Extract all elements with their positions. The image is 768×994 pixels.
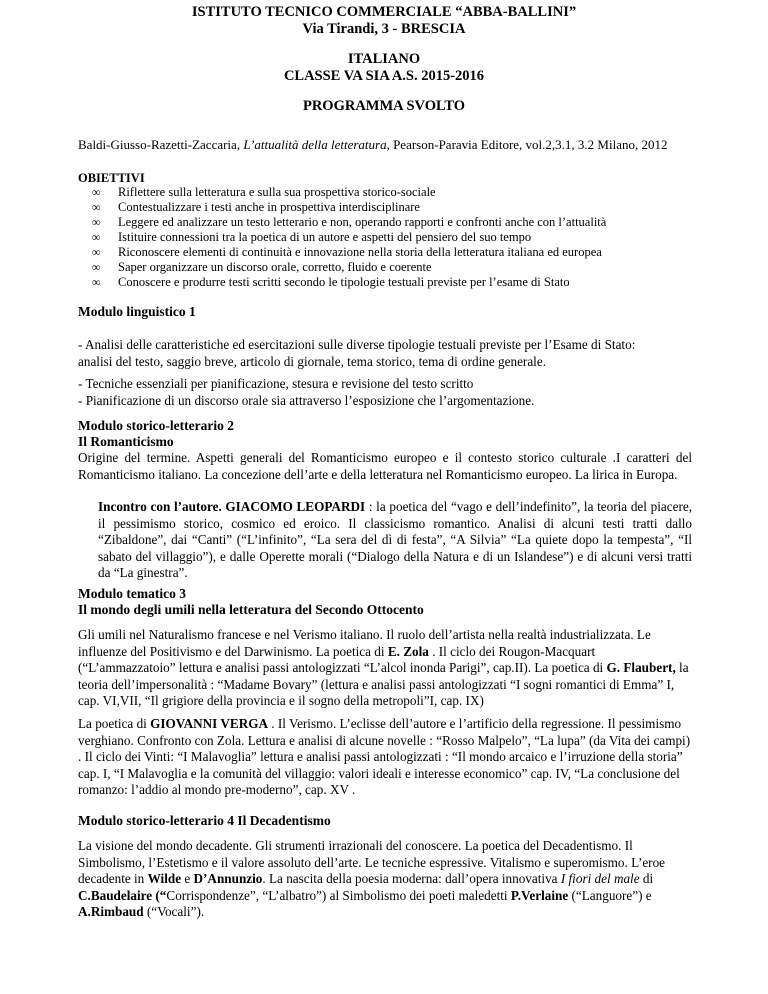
infinity-bullet-icon: ∞ <box>92 275 101 289</box>
modulo2-incontro: Incontro con l’autore. GIACOMO LEOPARDI : la poetica del “vago e dell’indefinito”, la teoria del piacere, il pessimismo storico, cosmico ed eroico. Il classicismo romantico. Analisi di alcuni testi tratti dallo “Zibaldone”, dai “Canti” (“L’infinito”, “La sera del dì di festa”, “A Silvia” “La quiete dopo la tempesta”, “Il sabato del villaggio”), e dalle Operette morali (“Dialogo della Natura e di un Islandese”) e di alcuni versi tratti da “La ginestra”. <box>98 499 692 580</box>
infinity-bullet-icon: ∞ <box>92 185 101 199</box>
modulo3-title: Modulo tematico 3 <box>78 586 186 601</box>
school-name: ISTITUTO TECNICO COMMERCIALE “ABBA-BALLINI” <box>191 4 577 20</box>
objectives-list <box>92 185 692 290</box>
ref-publisher: Pearson-Paravia Editore, vol.2,3.1, 3.2 Milano, 2012 <box>389 137 668 152</box>
infinity-bullet-icon: ∞ <box>92 245 101 259</box>
programma-title: PROGRAMMA SVOLTO <box>302 98 466 114</box>
leopardi-heading: Incontro con l’autore. GIACOMO LEOPARDI <box>98 499 366 514</box>
infinity-bullet-icon: ∞ <box>92 260 101 274</box>
modulo3-para2: La poetica di GIOVANNI VERGA . Il Verismo. L’eclisse dell’autore e l’artificio della regressione. Il pessimismo verghiano. Confronto con Zola. Lettura e analisi di alcune novelle : “Rosso Malpelo”, “La lupa” (da Vita dei campi) . Il ciclo dei Vinti: “I Malavoglia” lettura e analisi passi antologizzati : “Il mondo arcaico e l’irruzione della storia” cap. I, “I Malavoglia e la comunità del villaggio: valori ideali e interesse economico” cap. IV, “La conclusione del romanzo: l’addio al mondo pre-moderno”, cap. XV . <box>78 716 691 797</box>
modulo2-intro: Origine del termine. Aspetti generali del Romanticismo europeo e il contesto storico culturale .I caratteri del Romanticismo italiano. La concezione dell’arte e della letteratura nel Romanticismo europeo. La lirica in Europa. <box>78 450 692 482</box>
ref-authors: Baldi-Giusso-Razetti-Zaccaria, <box>78 137 244 152</box>
objective-item: ∞ Riflettere sulla letteratura e sulla sua prospettiva storico-sociale <box>92 185 436 199</box>
modulo2-title: Modulo storico-letterario 2 <box>78 418 234 433</box>
modulo4-title: Modulo storico-letterario 4 Il Decadentismo <box>78 813 331 828</box>
objective-item: ∞ Riconoscere elementi di continuità e innovazione nella storia della letteratura italiana ed europea <box>92 245 602 259</box>
infinity-bullet-icon: ∞ <box>92 230 101 244</box>
objectives-title: OBIETTIVI <box>78 171 145 185</box>
modulo1-para2: - Tecniche essenziali per pianificazione, stesura e revisione del testo scritto - Pianificazione di un discorso orale sia attraverso l’esposizione che l’argomentazione. <box>78 376 535 408</box>
infinity-bullet-icon: ∞ <box>92 200 101 214</box>
objective-item: ∞ Contestualizzare i testi anche in prospettiva interdisciplinare <box>92 200 420 214</box>
modulo1-para1: - Analisi delle caratteristiche ed esercitazioni sulle diverse tipologie testuali previste per l’Esame di Stato: analisi del testo, saggio breve, articolo di giornale, tema storico, tema di ordine generale. <box>78 337 636 369</box>
infinity-bullet-icon: ∞ <box>92 215 101 229</box>
objective-item: ∞ Conoscere e produrre testi scritti secondo le tipologie testuali previste per l’esame di Stato <box>92 275 570 289</box>
modulo2-subtitle: Il Romanticismo <box>78 434 174 449</box>
modulo3-para1: Gli umili nel Naturalismo francese e nel Verismo italiano. Il ruolo dell’artista nella realtà industrializzata. Le influenze del Positivismo e del Darwinismo. La poetica di E. Zola . Il ciclo dei Rougon-Macquart (“L’ammazzatoio” lettura e analisi passi antologizzati “L’alcol inonda Parigi”, cap.II). La poetica di G. Flaubert, la teoria dell’impersonalità : “Madame Bovary” (lettura e analisi passi antologizzati “I sogni romantici di Emma” I, cap. VI,VII, “Il grigiore della provincia e il sogno della metropoli”I, cap. IX) <box>78 627 689 708</box>
objective-item: ∞ Istituire connessioni tra la poetica di un autore e aspetti del pensiero del suo tempo <box>92 230 532 244</box>
school-address: Via Tirandi, 3 - BRESCIA <box>302 21 466 37</box>
ref-book-title: L’attualità della letteratura, <box>243 137 390 152</box>
modulo4-para: La visione del mondo decadente. Gli strumenti irrazionali del conoscere. La poetica del Decadentismo. Il Simbolismo, l’Estetismo e il valore assoluto dell’arte. Le tecniche espressive. Vitalismo e superomismo. L’eroe decadente in Wilde e D’Annunzio. La nascita della poesia moderna: dall’opera innovativa I fiori del male di C.Baudelaire (“Corrispondenze”, “L’albatro”) al Simbolismo dei poeti maledetti P.Verlaine (“Languore”) e A.Rimbaud (“Vocali”). <box>78 838 666 919</box>
subject-title: ITALIANO <box>347 51 421 67</box>
modulo3-subtitle: Il mondo degli umili nella letteratura del Secondo Ottocento <box>78 602 424 617</box>
modulo1-title: Modulo linguistico 1 <box>78 304 196 319</box>
objective-item: ∞ Saper organizzare un discorso orale, corretto, fluido e coerente <box>92 260 432 274</box>
textbook-reference <box>78 137 718 153</box>
class-year: CLASSE VA SIA A.S. 2015-2016 <box>283 68 485 84</box>
objective-item: ∞ Leggere ed analizzare un testo letterario e non, operando rapporti e confronti anche con l’attualità <box>92 215 607 229</box>
